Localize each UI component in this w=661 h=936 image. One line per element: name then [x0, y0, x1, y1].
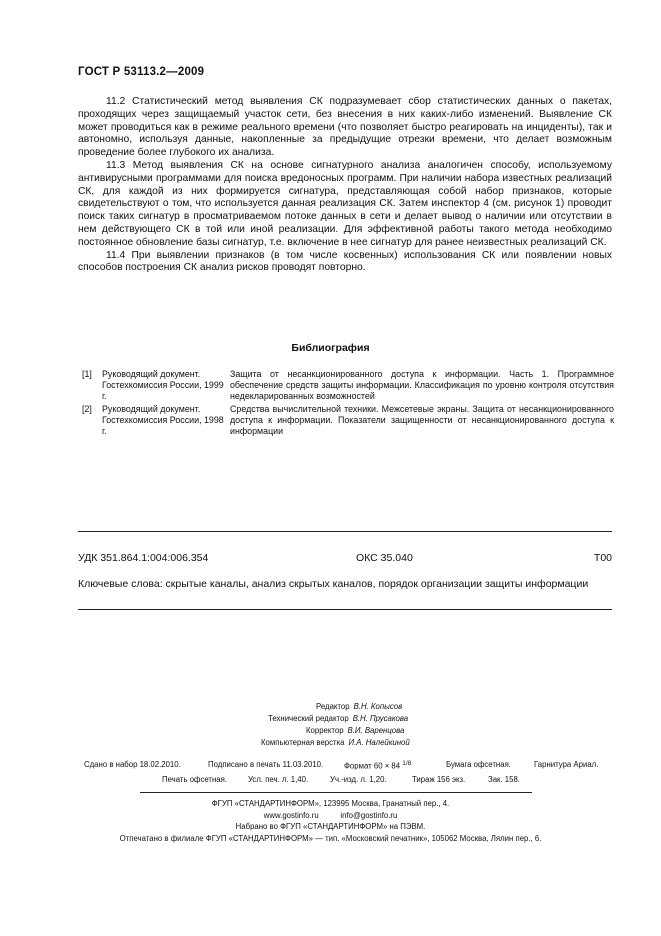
- imprint-paper: Бумага офсетная.: [446, 760, 511, 769]
- credit-role: Компьютерная верстка: [261, 738, 345, 747]
- credit-name: В.И. Варенцова: [347, 726, 405, 735]
- imprint-order: Зак. 158.: [488, 775, 520, 784]
- imprint-print: Печать офсетная.: [162, 775, 228, 784]
- credit-role: Корректор: [306, 726, 344, 735]
- publisher-printed: Отпечатано в филиале ФГУП «СТАНДАРТИНФОРМ» — тип. «Московский печатник», 105062 Москва, Лялин пер., 6.: [119, 833, 542, 843]
- publisher-block: [0, 798, 661, 844]
- imprint-pub-sheets: Уч.-изд. л. 1,20.: [330, 775, 387, 784]
- imprint-format-fraction: 1/8: [402, 760, 412, 767]
- classification-code: Т00: [593, 552, 612, 564]
- udk-code: УДК 351.864.1:004:006.354: [78, 552, 209, 564]
- body-text: [78, 96, 612, 275]
- publisher-address: ФГУП «СТАНДАРТИНФОРМ», 123995 Москва, Гранатный пер., 4.: [211, 799, 450, 808]
- imprint-font: Гарнитура Ариал.: [534, 760, 599, 769]
- divider-bottom: [78, 609, 612, 610]
- imprint-format: [344, 760, 411, 771]
- imprint-format-text: Формат 60 × 84: [344, 761, 401, 771]
- credit-line: [261, 737, 661, 749]
- publisher-typeset: Набрано во ФГУП «СТАНДАРТИНФОРМ» на ПЭВМ.: [235, 822, 426, 831]
- paragraph-11-4: 11.4 При выявлении признаков (в том числе косвенных) использования СК или появлении новых способов построения СК анализ рисков проводят повторно.: [78, 249, 612, 274]
- bibliography-list: [82, 369, 614, 438]
- keywords: Ключевые слова: скрытые каналы, анализ скрытых каналов, порядок организации защиты информации: [78, 578, 589, 590]
- bibliography-entry-text: Защита от несанкционированного доступа к информации. Часть 1. Программное обеспечение средств защиты информации. Классификация по уровню контроля отсутствия недекларированных возможностей: [230, 369, 614, 402]
- bibliography-entry-number: [2]: [82, 403, 92, 414]
- document-header: ГОСТ Р 53113.2—2009: [78, 66, 205, 78]
- credit-role: Технический редактор: [268, 714, 349, 723]
- credit-line: [316, 701, 661, 713]
- divider-publisher: [140, 792, 532, 793]
- imprint-run: Тираж 156 экз.: [412, 775, 466, 784]
- bibliography-entry-source: Руководящий документ. Гостехкомиссия России, 1999 г.: [102, 369, 224, 402]
- bibliography-entry: [82, 404, 614, 438]
- publisher-contacts: www.gostinfo.ru info@gostinfo.ru: [263, 810, 398, 820]
- credit-name: В.Н. Прусакова: [352, 714, 409, 723]
- credit-name: В.Н. Копысов: [353, 702, 403, 711]
- paragraph-11-3: 11.3 Метод выявления СК на основе сигнатурного анализа аналогичен способу, используемому антивирусными программами для поиска вредоносных программ. При наличии набора известных реализаций СК, для каждой из них формируется сигнатура, представляющая собой набор признаков, которые свидетельствуют о том, что используется данная реализация СК. Затем инспектор 4 (см. рисунок 1) проводит поиск таких сигнатур в просматриваемом потоке данных в сети и делает вывод о наличии или отсутствии в нем действующего СК в той или иной реализации. Для эффективной работы такого метода необходимо постоянное обновление базы сигнатур, т.е. включение в нее сигнатур для ранее неизвестных реализаций СК.: [78, 159, 612, 248]
- bibliography-entry-text: Средства вычислительной техники. Межсетевые экраны. Защита от несанкционированного доступа к информации. Показатели защищенности от несанкционированного доступа к информации: [230, 403, 614, 437]
- imprint-sign-date: Подписано в печать 11.03.2010.: [208, 760, 324, 769]
- imprint-print-sheets: Усл. печ. л. 1,40.: [248, 775, 309, 784]
- credits-block: [0, 701, 661, 749]
- credit-role: Редактор: [316, 702, 350, 711]
- bibliography-entry-number: [1]: [82, 369, 92, 379]
- imprint-set-date: Сдано в набор 18.02.2010.: [84, 760, 181, 769]
- credit-line: [306, 725, 661, 737]
- credit-name: И.А. Налейкиной: [348, 738, 410, 747]
- paragraph-11-2: 11.2 Статистический метод выявления СК подразумевает сбор статистических данных о пакетах, проходящих через защищаемый участок сети, без внесения в них каких-либо изменений. Выявление СК может проводиться как в режиме реального времени (что позволяет быстро реагировать на инциденты), так и автономно, используя данные, накопленные за предыдущие отрезки времени, что делает возможным проведение более глубокого их анализа.: [78, 96, 612, 159]
- credit-line: [268, 713, 661, 725]
- divider-top: [78, 531, 612, 532]
- bibliography-entry: [82, 369, 614, 403]
- bibliography-title: Библиография: [291, 342, 370, 354]
- oks-code: ОКС 35.040: [356, 552, 413, 564]
- bibliography-entry-source: Руководящий документ. Гостехкомиссия России, 1998 г.: [102, 403, 224, 437]
